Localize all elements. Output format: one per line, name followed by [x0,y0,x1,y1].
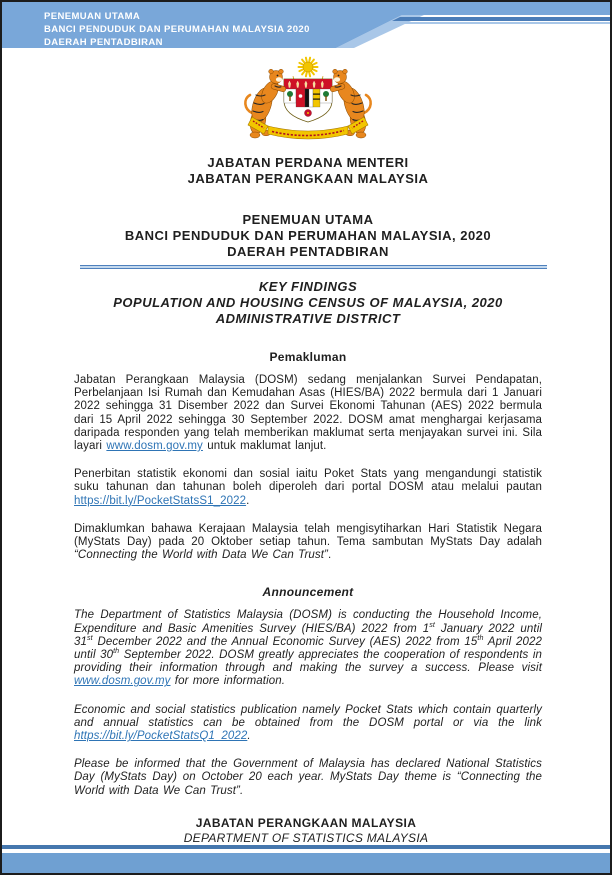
shield [284,79,332,122]
hyperlink[interactable]: https://bit.ly/PocketStatsS1_2022 [74,494,247,507]
italic-quote: “Connecting the World with Data We Can Trust” [74,549,328,562]
announcement-heading: Announcement [262,585,354,600]
title-malay-line: PENEMUAN UTAMA [242,212,374,227]
hyperlink[interactable]: https://bit.ly/PocketStatsQ1_2022 [74,730,248,743]
title-english [74,279,542,327]
hyperlink[interactable]: www.dosm.gov.my [106,440,203,453]
agency-line: JABATAN PERDANA MENTERI [207,155,409,170]
title-english-line: ADMINISTRATIVE DISTRICT [215,311,401,326]
text-run: Economic and social statistics publication namely Pocket Stats which contain quarterly and annual statistics can be obtained from the DOSM portal or via the link [74,703,542,729]
ribbon-stripe-dark [392,17,610,21]
pemakluman-heading: Pemakluman [269,350,347,364]
title-english-line: POPULATION AND HOUSING CENSUS OF MALAYSIA, 2020 [113,295,503,310]
text-run: September 2022. DOSM greatly appreciates the cooperation of respondents in providing their information through and making the survey a success. Please visit [74,649,542,675]
footer-agency-english: DEPARTMENT OF STATISTICS MALAYSIA [183,831,429,845]
text-run: April 2022 until 30 [74,635,542,662]
hyperlink[interactable]: www.dosm.gov.my [74,675,171,688]
agency-line: JABATAN PERANGKAAN MALAYSIA [187,171,429,186]
banner-line: DAERAH PENTADBIRAN [44,37,163,48]
superscript: th [113,647,120,656]
title-english-line: KEY FINDINGS [258,279,358,294]
text-run: The Department of Statistics Malaysia (DOSM) is conducting the Household Income, Expenditure and Basic Amenities Survey (HIES/BA) 2022 from 1 [74,609,542,635]
text-run: for more information. [170,675,286,688]
text-run: Penerbitan statistik ekonomi dan sosial iaitu Poket Stats yang mengandungi statistik suku tahunan dan tahunan boleh diperoleh dari portal DOSM atau melalui pautan [74,468,542,494]
announcement-paragraph-3 [74,758,542,798]
agency-heading [74,155,542,187]
footer-agency-malay: JABATAN PERANGKAAN MALAYSIA [195,816,417,830]
title-malay [74,212,542,260]
text-run: . [327,549,332,562]
footer [2,816,610,846]
text-run: untuk maklumat lanjut. [202,440,327,453]
title-malay-line: DAERAH PENTADBIRAN [227,244,389,259]
ribbon-stripe-light [387,22,610,24]
bottom-accent-band [2,853,610,873]
bottom-accent-line [2,845,610,849]
text-run: . [246,494,250,507]
announcement-paragraph-2 [74,704,542,744]
announcement-paragraph-1 [74,609,542,688]
text-run: January 2022 until 31 [74,622,542,648]
text-run: Jabatan Perangkaan Malaysia (DOSM) sedang menjalankan Survei Pendapatan, Perbelanjaan Isi Rumah dan Kemudahan Asas (HIES/BA) 2022 bermula dari 1 Januari 2022 sehingga 31 Disember 2022 dan Survei Ekonomi Tahunan (AES) 2022 bermula dari 15 April 2022 sehingga 30 September 2022. DOSM amat menghargai kerjasama daripada responden yang telah memberikan maklumat serta menjayakan survei ini. Sila layari [74,374,542,453]
banner-line: PENEMUAN UTAMA [44,11,141,22]
text-run: December 2022 and the Annual Economic Survey (AES) 2022 from 15 [92,635,478,648]
pemakluman-paragraph-2 [74,468,542,508]
section-divider [80,265,547,269]
pemakluman-paragraph-1 [74,374,542,453]
cover-banner [44,10,310,49]
banner-line: BANCI PENDUDUK DAN PERUMAHAN MALAYSIA 2020 [44,24,310,35]
pemakluman-paragraph-3 [74,523,542,563]
title-malay-line: BANCI PENDUDUK DAN PERUMAHAN MALAYSIA, 2020 [124,228,492,243]
superscript: st [429,620,435,629]
superscript: st [87,634,93,643]
document-body [74,155,542,813]
malaysia-coat-of-arms-icon [238,55,378,147]
text-run: Please be informed that the Government of Malaysia has declared National Statistics Day (MyStats Day) on October 20 each year. MyStats Day theme is “Connecting the World with Data We Can Trust”. [74,758,542,797]
text-run: . [247,730,251,743]
superscript: th [477,634,484,643]
text-run: Dimaklumkan bahawa Kerajaan Malaysia telah mengisytiharkan Hari Statistik Negara (MyStats Day) pada 20 Oktober setiap tahun. Tema sambutan MyStats Day adalah [74,522,542,549]
